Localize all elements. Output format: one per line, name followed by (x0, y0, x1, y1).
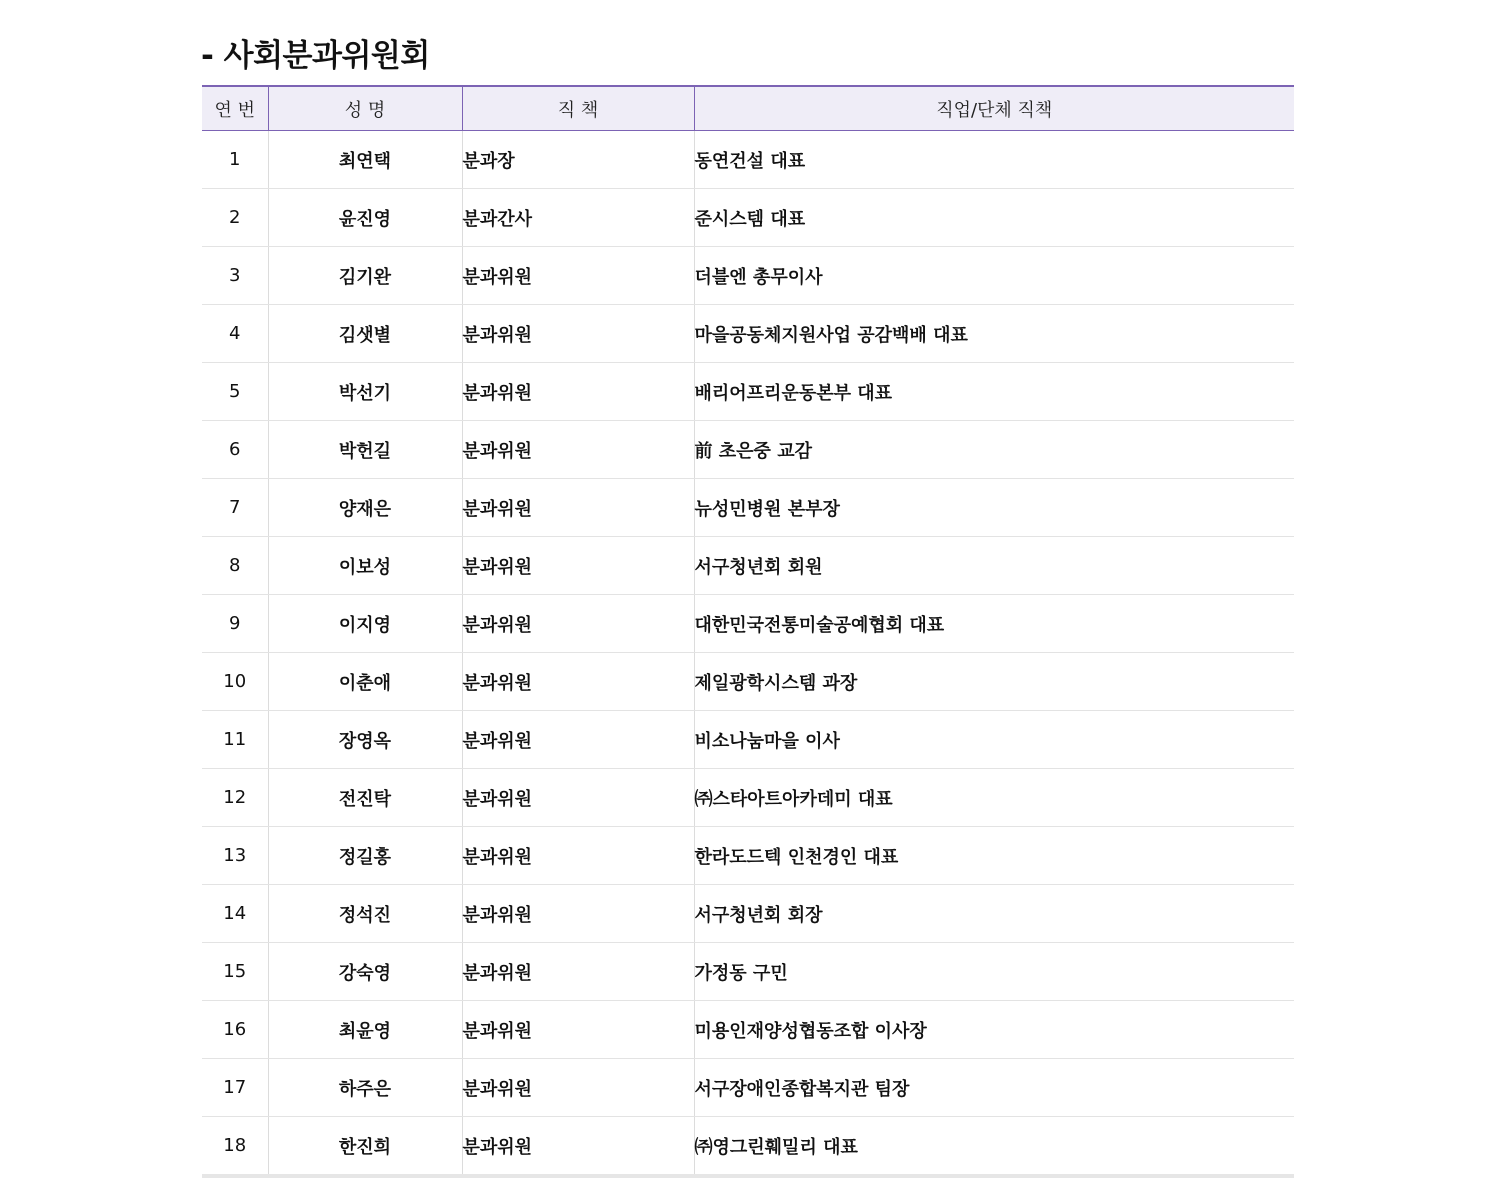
table-row (202, 769, 1294, 827)
member-position: 분과위원 (462, 1001, 694, 1059)
row-number: 14 (202, 885, 268, 943)
member-position: 분과위원 (462, 305, 694, 363)
member-position: 분과위원 (462, 537, 694, 595)
member-job: ㈜영그린훼밀리 대표 (694, 1117, 1294, 1177)
member-name: 정석진 (268, 885, 462, 943)
section-title: - 사회분과위원회 (201, 38, 430, 74)
header-position: 직 책 (462, 86, 694, 131)
row-number: 10 (202, 653, 268, 711)
member-job: ㈜스타아트아카데미 대표 (694, 769, 1294, 827)
row-number: 7 (202, 479, 268, 537)
table-body (202, 131, 1294, 1177)
member-name: 박선기 (268, 363, 462, 421)
member-name: 김샛별 (268, 305, 462, 363)
member-name: 강숙영 (268, 943, 462, 1001)
member-job: 마을공동체지원사업 공감백배 대표 (694, 305, 1294, 363)
member-position: 분과간사 (462, 189, 694, 247)
table-row (202, 479, 1294, 537)
member-position: 분과위원 (462, 769, 694, 827)
member-name: 양재은 (268, 479, 462, 537)
member-job: 비소나눔마을 이사 (694, 711, 1294, 769)
member-name: 박헌길 (268, 421, 462, 479)
member-position: 분과위원 (462, 363, 694, 421)
table-row (202, 595, 1294, 653)
member-position: 분과위원 (462, 827, 694, 885)
member-position: 분과위원 (462, 247, 694, 305)
member-position: 분과위원 (462, 1117, 694, 1177)
member-name: 최연택 (268, 131, 462, 189)
table-row (202, 885, 1294, 943)
row-number: 17 (202, 1059, 268, 1117)
member-name: 전진탁 (268, 769, 462, 827)
member-name: 최윤영 (268, 1001, 462, 1059)
row-number: 4 (202, 305, 268, 363)
member-name: 이춘애 (268, 653, 462, 711)
member-job: 서구청년회 회원 (694, 537, 1294, 595)
row-number: 6 (202, 421, 268, 479)
row-number: 2 (202, 189, 268, 247)
member-name: 이지영 (268, 595, 462, 653)
row-number: 3 (202, 247, 268, 305)
table-row (202, 1001, 1294, 1059)
row-number: 5 (202, 363, 268, 421)
table-row (202, 943, 1294, 1001)
table-row (202, 305, 1294, 363)
member-job: 한라도드텍 인천경인 대표 (694, 827, 1294, 885)
member-job: 가정동 구민 (694, 943, 1294, 1001)
row-number: 18 (202, 1117, 268, 1177)
header-row (202, 86, 1294, 131)
member-job: 제일광학시스템 과장 (694, 653, 1294, 711)
table-row (202, 131, 1294, 189)
table-row (202, 1059, 1294, 1117)
table-row (202, 537, 1294, 595)
member-position: 분과위원 (462, 943, 694, 1001)
member-position: 분과위원 (462, 421, 694, 479)
member-name: 하주은 (268, 1059, 462, 1117)
header-name: 성 명 (268, 86, 462, 131)
table-row (202, 827, 1294, 885)
member-job: 대한민국전통미술공예협회 대표 (694, 595, 1294, 653)
member-job: 서구장애인종합복지관 팀장 (694, 1059, 1294, 1117)
member-job: 동연건설 대표 (694, 131, 1294, 189)
header-job: 직업/단체 직책 (694, 86, 1294, 131)
row-number: 11 (202, 711, 268, 769)
member-job: 前 초은중 교감 (694, 421, 1294, 479)
table-row (202, 1117, 1294, 1177)
member-position: 분과위원 (462, 711, 694, 769)
row-number: 13 (202, 827, 268, 885)
row-number: 9 (202, 595, 268, 653)
header-number: 연 번 (202, 86, 268, 131)
member-position: 분과위원 (462, 1059, 694, 1117)
table-row (202, 189, 1294, 247)
table-row (202, 247, 1294, 305)
table-header (202, 86, 1294, 131)
member-job: 더블엔 총무이사 (694, 247, 1294, 305)
member-table (202, 85, 1294, 1178)
member-job: 배리어프리운동본부 대표 (694, 363, 1294, 421)
row-number: 16 (202, 1001, 268, 1059)
member-name: 김기완 (268, 247, 462, 305)
row-number: 1 (202, 131, 268, 189)
member-job: 준시스템 대표 (694, 189, 1294, 247)
member-position: 분과위원 (462, 595, 694, 653)
member-name: 이보성 (268, 537, 462, 595)
row-number: 8 (202, 537, 268, 595)
member-name: 장영옥 (268, 711, 462, 769)
member-position: 분과위원 (462, 479, 694, 537)
member-position: 분과위원 (462, 653, 694, 711)
member-job: 서구청년회 회장 (694, 885, 1294, 943)
member-job: 미용인재양성협동조합 이사장 (694, 1001, 1294, 1059)
table-row (202, 711, 1294, 769)
member-job: 뉴성민병원 본부장 (694, 479, 1294, 537)
table-row (202, 363, 1294, 421)
table-row (202, 421, 1294, 479)
member-name: 정길홍 (268, 827, 462, 885)
row-number: 15 (202, 943, 268, 1001)
member-position: 분과위원 (462, 885, 694, 943)
table-row (202, 653, 1294, 711)
member-name: 한진희 (268, 1117, 462, 1177)
member-position: 분과장 (462, 131, 694, 189)
member-name: 윤진영 (268, 189, 462, 247)
row-number: 12 (202, 769, 268, 827)
